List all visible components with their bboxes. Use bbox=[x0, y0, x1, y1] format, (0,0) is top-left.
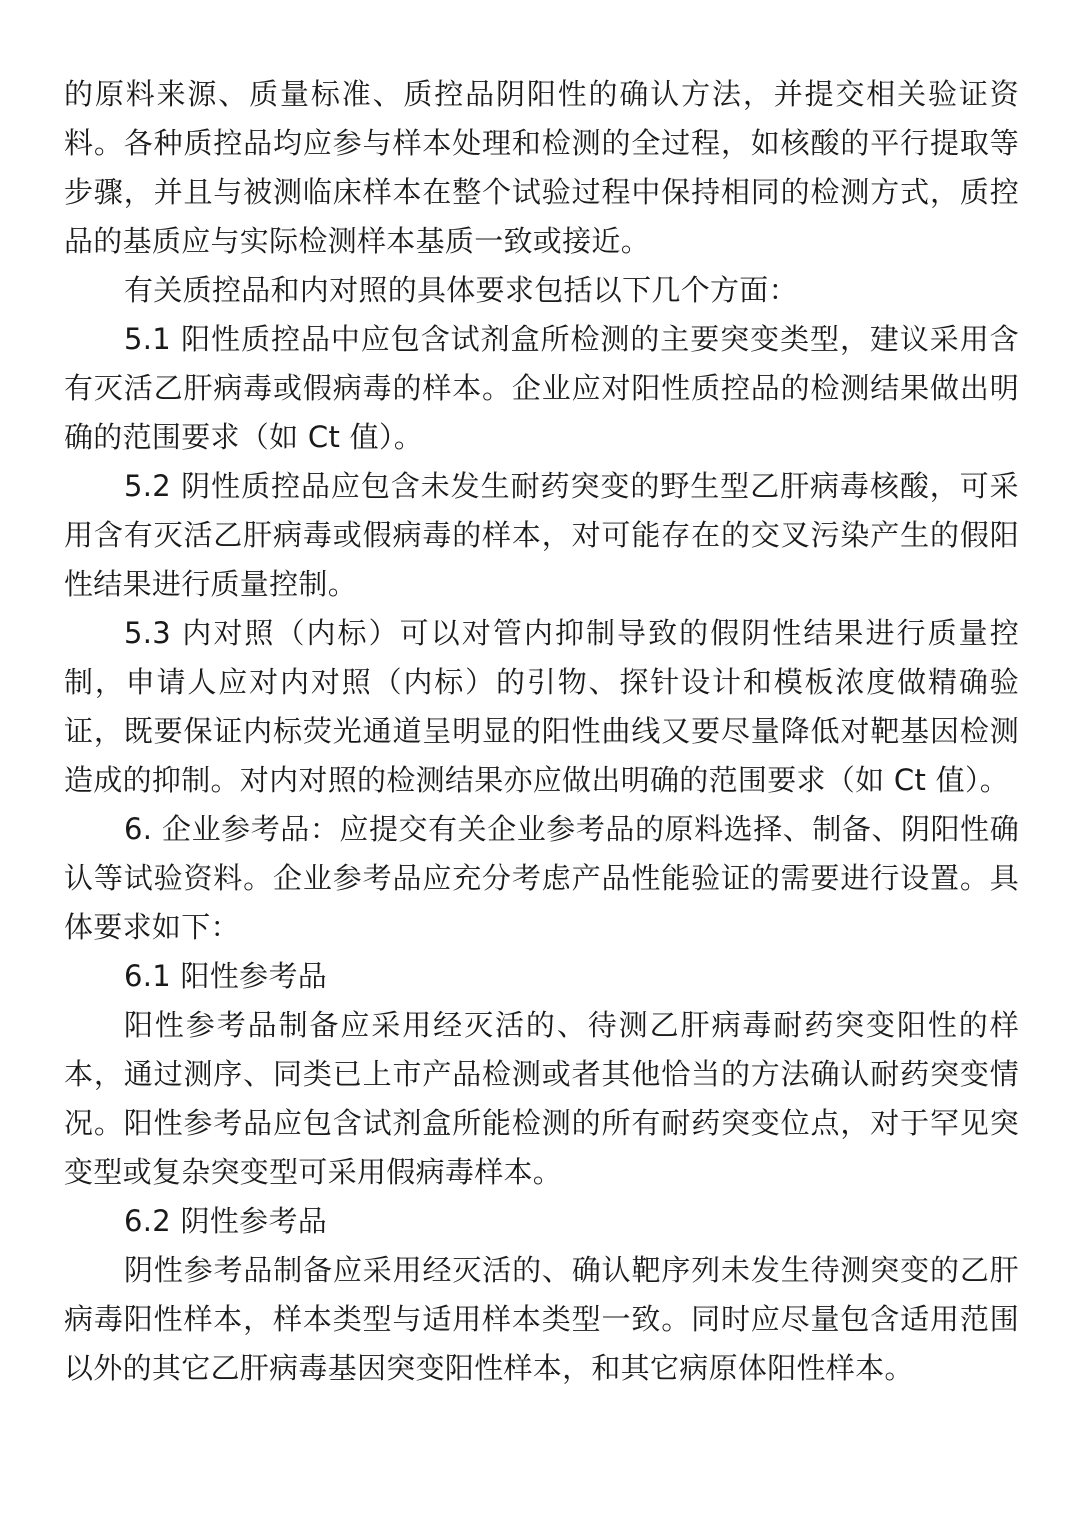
heading-section-6-1: 6.1 阳性参考品 bbox=[124, 959, 328, 993]
heading-section-6-2: 6.2 阴性参考品 bbox=[124, 1204, 328, 1238]
paragraph-section-5-3: 5.3 内对照（内标）可以对管内抑制导致的假阴性结果进行质量控制，申请人应对内对照（内标）的引物、探针设计和模板浓度做精确验证，既要保证内标荧光通道呈明显的阳性曲线又要尽量降低对靶基因检测造成的抑制。对内对照的检测结果亦应做出明确的范围要求（如 Ct 值）。 bbox=[64, 616, 1019, 797]
paragraph-intro-continuation: 的原料来源、质量标准、质控品阴阳性的确认方法，并提交相关验证资料。各种质控品均应参与样本处理和检测的全过程，如核酸的平行提取等步骤，并且与被测临床样本在整个试验过程中保持相同的检测方式，质控品的基质应与实际检测样本基质一致或接近。 bbox=[64, 77, 1019, 258]
paragraph-section-6: 6. 企业参考品：应提交有关企业参考品的原料选择、制备、阴阳性确认等试验资料。企业参考品应充分考虑产品性能验证的需要进行设置。具体要求如下： bbox=[64, 812, 1019, 944]
paragraph-negative-reference: 阴性参考品制备应采用经灭活的、确认靶序列未发生待测突变的乙肝病毒阳性样本，样本类型与适用样本类型一致。同时应尽量包含适用范围以外的其它乙肝病毒基因突变阳性样本，和其它病原体阳性样本。 bbox=[64, 1253, 1019, 1385]
paragraph-qc-requirements-heading: 有关质控品和内对照的具体要求包括以下几个方面： bbox=[124, 273, 798, 307]
document-page bbox=[64, 70, 1019, 1393]
paragraph-section-5-2: 5.2 阴性质控品应包含未发生耐药突变的野生型乙肝病毒核酸，可采用含有灭活乙肝病毒或假病毒的样本，对可能存在的交叉污染产生的假阳性结果进行质量控制。 bbox=[64, 469, 1019, 601]
paragraph-section-5-1: 5.1 阳性质控品中应包含试剂盒所检测的主要突变类型，建议采用含有灭活乙肝病毒或假病毒的样本。企业应对阳性质控品的检测结果做出明确的范围要求（如 Ct 值）。 bbox=[64, 322, 1019, 454]
paragraph-positive-reference: 阳性参考品制备应采用经灭活的、待测乙肝病毒耐药突变阳性的样本，通过测序、同类已上市产品检测或者其他恰当的方法确认耐药突变情况。阳性参考品应包含试剂盒所能检测的所有耐药突变位点，对于罕见突变型或复杂突变型可采用假病毒样本。 bbox=[64, 1008, 1019, 1189]
